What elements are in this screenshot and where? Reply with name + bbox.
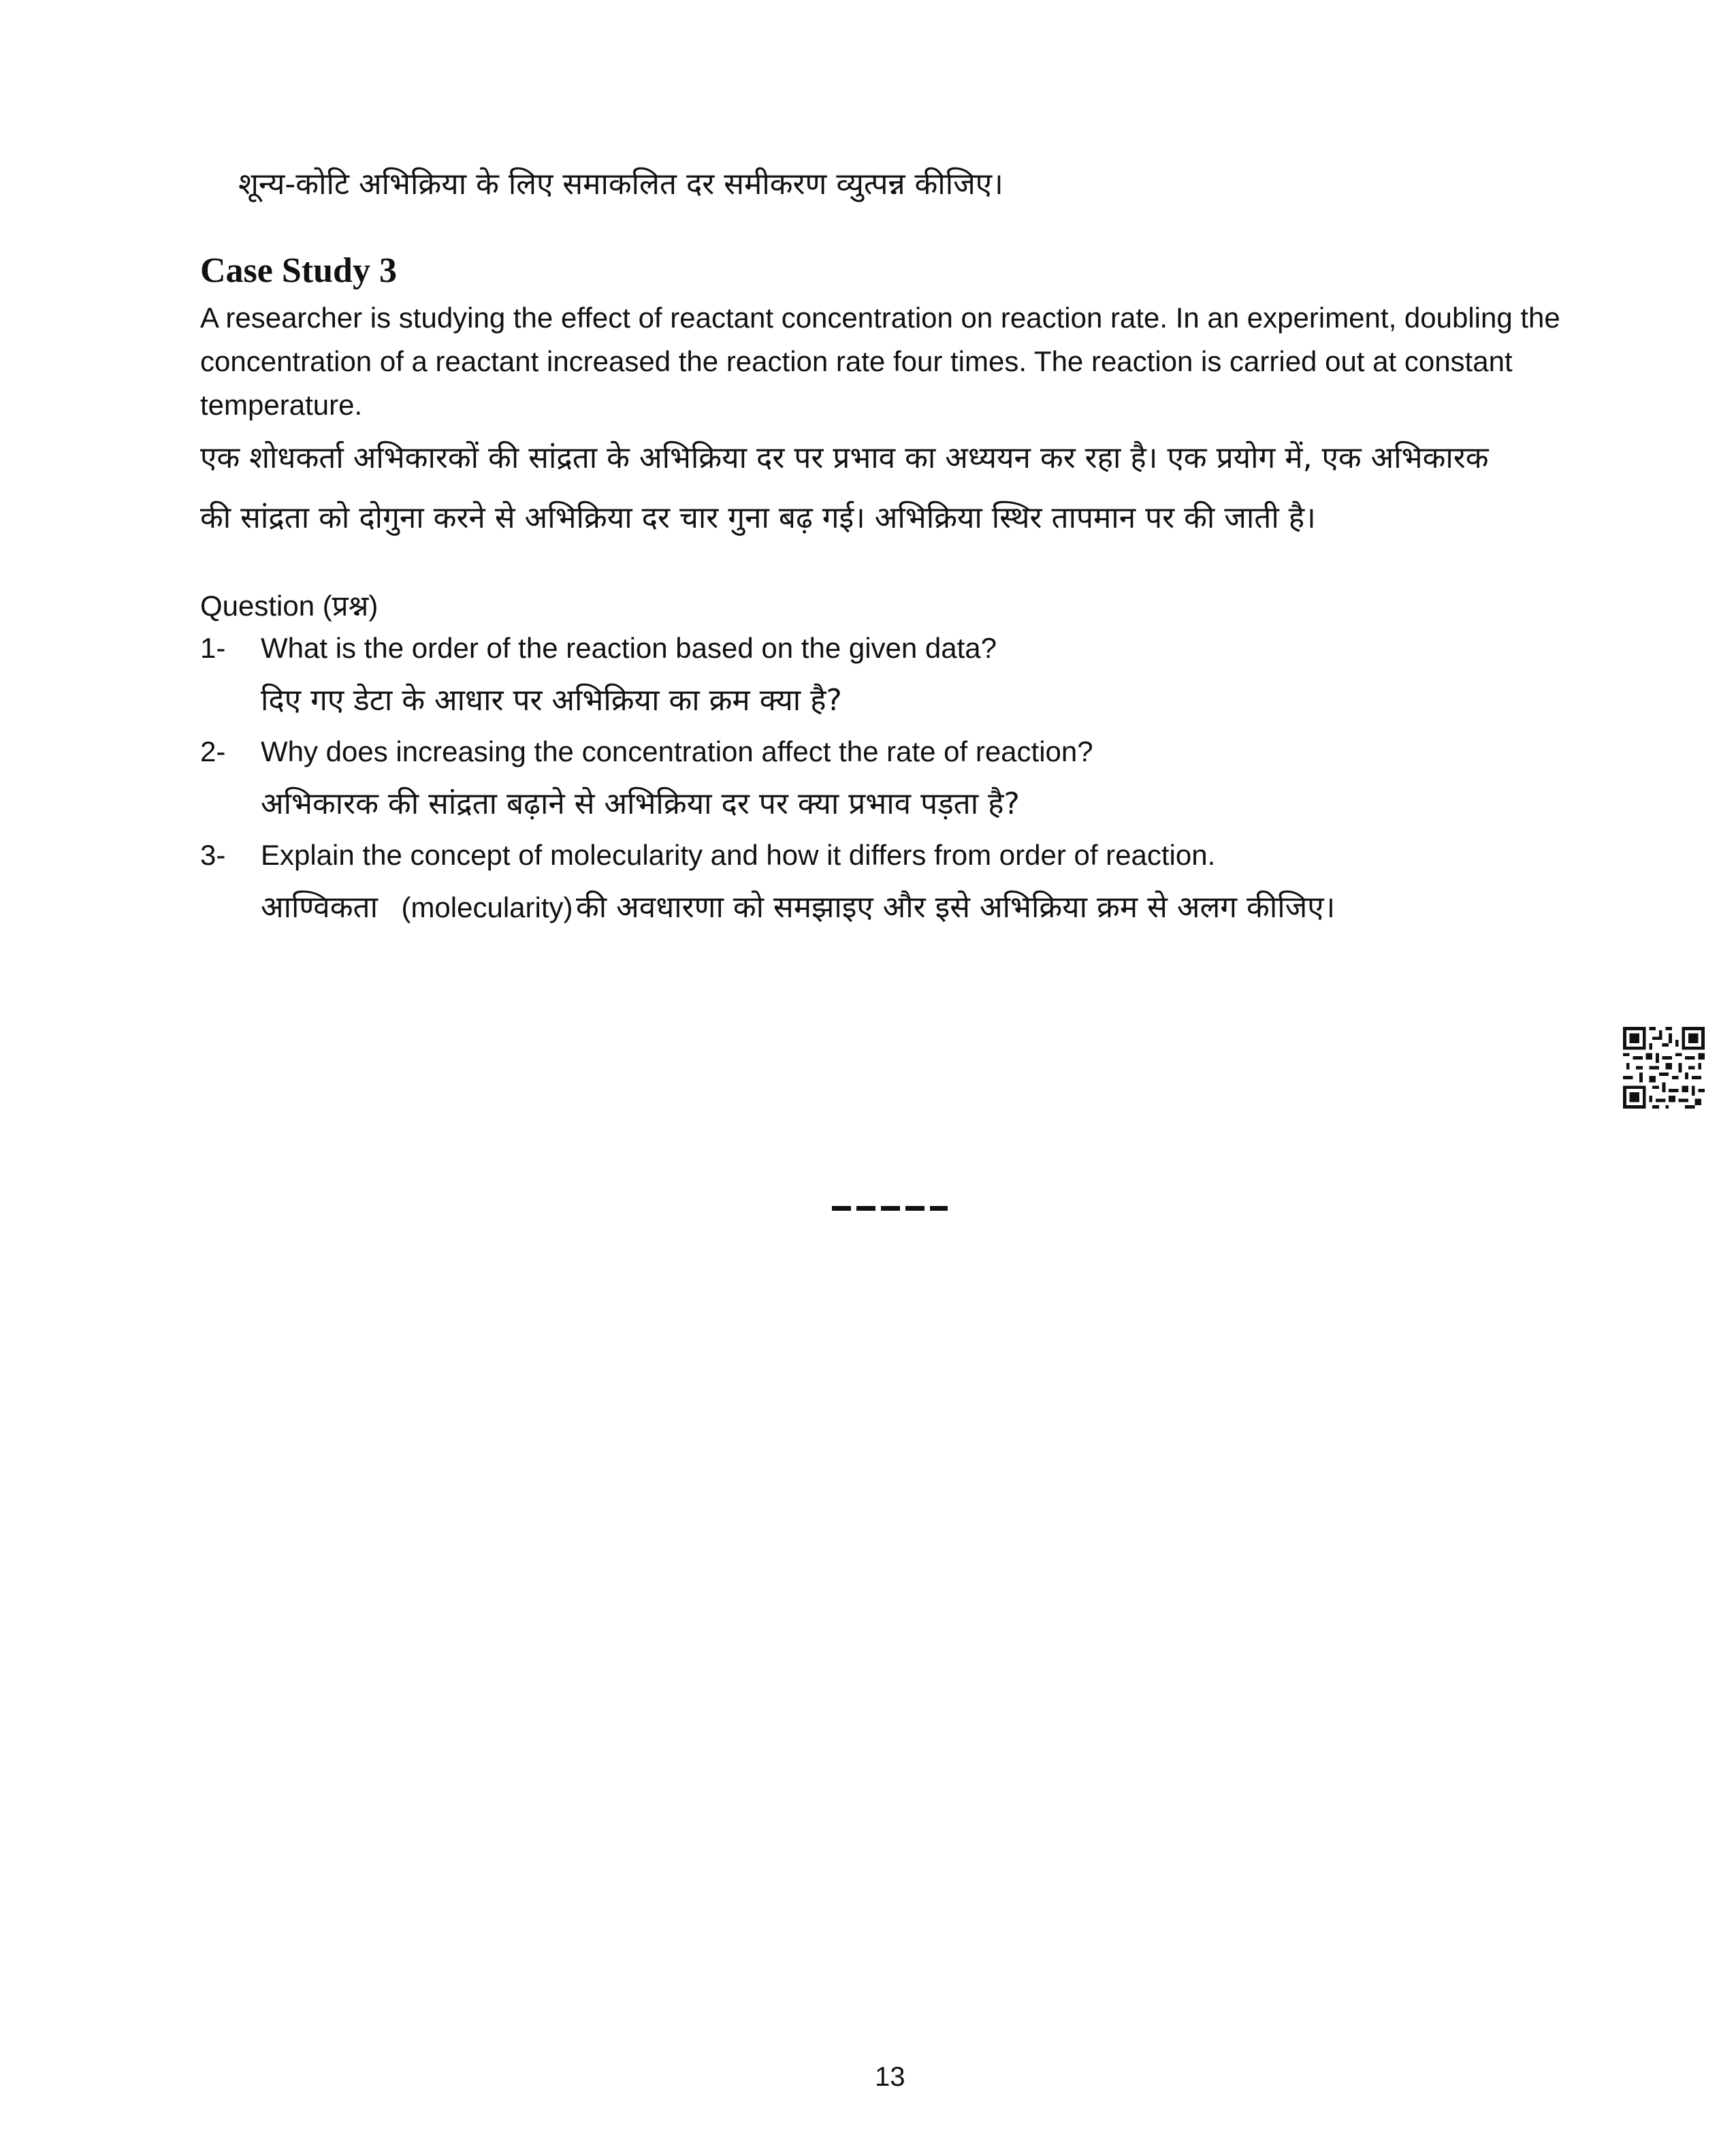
question-text-en: Why does increasing the concentration affect the rate of reaction?	[261, 735, 1093, 767]
case-study-title: Case Study 3	[200, 251, 397, 290]
question-hi-term: आण्विकता	[261, 890, 378, 925]
question-hi-rest: की अवधारणा को समझाइए और इसे अभिक्रिया क्रम से अलग कीजिए।	[575, 890, 1336, 925]
qr-code-icon	[1623, 1027, 1705, 1109]
question-text-hi	[261, 885, 1335, 926]
page-number: 13	[875, 2062, 905, 2092]
question-text-en: Explain the concept of molecularity and how it differs from order of reaction.	[261, 839, 1216, 871]
section-end-divider	[832, 1206, 948, 1211]
question-hi-parenthetical: (molecularity)	[401, 891, 573, 923]
question-text-hi: दिए गए डेटा के आधार पर अभिक्रिया का क्रम क्या है?	[261, 683, 842, 718]
question-number: 2-	[200, 735, 226, 767]
case-description-line: concentration of a reactant increased the reaction rate four times. The reaction is carried out at constant	[200, 345, 1513, 377]
case-description-hindi-line: की सांद्रता को दोगुना करने से अभिक्रिया दर चार गुना बढ़ गई। अभिक्रिया स्थिर तापमान पर की जाती है।	[200, 500, 1316, 535]
case-description-hindi-line: एक शोधकर्ता अभिकारकों की सांद्रता के अभिक्रिया दर पर प्रभाव का अध्ययन कर रहा है। एक प्रयोग में, एक अभिकारक	[200, 441, 1489, 475]
questions-heading: Question (प्रश्न)	[200, 590, 379, 622]
question-text-hi: अभिकारक की सांद्रता बढ़ाने से अभिक्रिया दर पर क्या प्रभाव पड़ता है?	[261, 786, 1020, 821]
case-description-line: A researcher is studying the effect of reactant concentration on reaction rate. In an experiment, doubling the	[200, 302, 1560, 334]
question-text-en: What is the order of the reaction based on the given data?	[261, 632, 997, 664]
question-number: 3-	[200, 839, 226, 871]
case-description-line: temperature.	[200, 389, 363, 421]
previous-question-hindi: शून्य-कोटि अभिक्रिया के लिए समाकलित दर समीकरण व्युत्पन्न कीजिए।	[238, 167, 1003, 202]
question-number: 1-	[200, 632, 226, 664]
